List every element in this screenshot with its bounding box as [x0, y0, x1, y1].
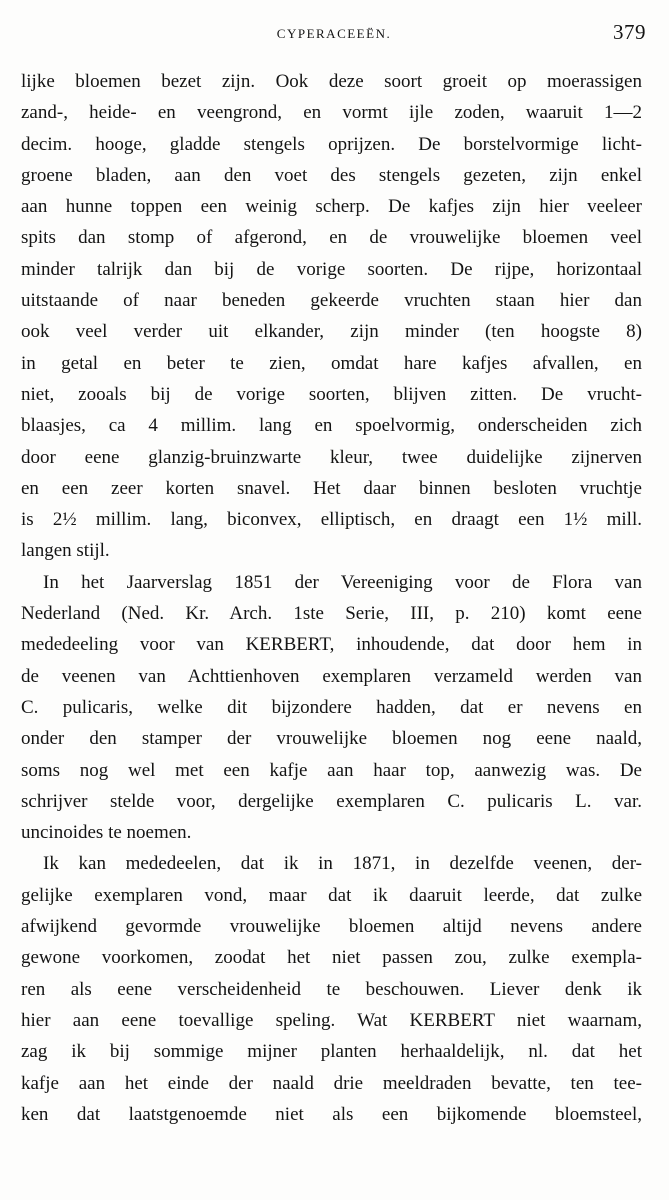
text-line: Nederland (Ned. Kr. Arch. 1ste Serie, III, p. 210) komt eene	[21, 603, 642, 625]
text-line: ook veel verder uit elkander, zijn minder (ten hoogste 8)	[21, 321, 642, 343]
text-line: afwijkend gevormde vrouwelijke bloemen altijd nevens andere	[21, 916, 642, 938]
text-line: gelijke exemplaren vond, maar dat ik daaruit leerde, dat zulke	[21, 884, 642, 906]
text-line: hier aan eene toevallige speling. Wat KERBERT niet waarnam,	[21, 1009, 642, 1031]
text-line: zand-, heide- en veengrond, en vormt ijle zoden, waaruit 1—2	[21, 102, 642, 124]
text-line: ren als eene verscheidenheid te beschouwen. Liever denk ik	[21, 978, 642, 1000]
text-line: en een zeer korten snavel. Het daar binnen besloten vruchtje	[21, 477, 642, 499]
text-line: aan hunne toppen een weinig scherp. De kafjes zijn hier veeleer	[21, 196, 642, 218]
text-line: door eene glanzig-bruinzwarte kleur, twee duidelijke zijnerven	[21, 446, 642, 468]
page-header	[20, 20, 648, 50]
text-line: uncinoides te noemen.	[21, 822, 192, 844]
text-line: de veenen van Achttienhoven exemplaren verzameld werden van	[21, 665, 642, 687]
running-title: CYPERACEEËN.	[276, 26, 392, 41]
text-line: in getal en beter te zien, omdat hare kafjes afvallen, en	[21, 352, 642, 374]
text-line: minder talrijk dan bij de vorige soorten. De rijpe, horizontaal	[21, 258, 642, 280]
text-line: mededeeling voor van KERBERT, inhoudende, dat door hem in	[21, 634, 642, 656]
text-line: groene bladen, aan den voet des stengels gezeten, zijn enkel	[21, 164, 642, 186]
text-line: decim. hooge, gladde stengels oprijzen. De borstelvormige licht-	[21, 133, 642, 155]
page-number: 379	[613, 20, 646, 44]
text-line: schrijver stelde voor, dergelijke exemplaren C. pulicaris L. var.	[21, 790, 642, 812]
text-line: uitstaande of naar beneden gekeerde vruchten staan hier dan	[21, 290, 642, 312]
text-line: blaasjes, ca 4 millim. lang en spoelvormig, onderscheiden zich	[21, 415, 642, 437]
body-text	[21, 66, 642, 1130]
text-line: zag ik bij sommige mijner planten herhaaldelijk, nl. dat het	[21, 1041, 642, 1063]
text-line: soms nog wel met een kafje aan haar top, aanwezig was. De	[21, 759, 642, 781]
text-line: onder den stamper der vrouwelijke bloemen nog eene naald,	[21, 728, 642, 750]
text-line: niet, zooals bij de vorige soorten, blijven zitten. De vrucht-	[21, 383, 642, 405]
text-line: lijke bloemen bezet zijn. Ook deze soort groeit op moerassigen	[21, 71, 642, 92]
text-line: In het Jaarverslag 1851 der Vereeniging voor de Flora van	[43, 571, 642, 593]
text-line: spits dan stomp of afgerond, en de vrouwelijke bloemen veel	[21, 227, 642, 249]
text-line: langen stijl.	[21, 540, 110, 562]
text-line: kafje aan het einde der naald drie meeldraden bevatte, ten tee-	[21, 1072, 642, 1094]
text-line: is 2½ millim. lang, biconvex, elliptisch, en draagt een 1½ mill.	[21, 509, 642, 531]
text-line: Ik kan mededeelen, dat ik in 1871, in dezelfde veenen, der-	[43, 853, 642, 875]
text-line: ken dat laatstgenoemde niet als een bijkomende bloemsteel,	[21, 1103, 642, 1125]
text-line: C. pulicaris, welke dit bijzondere hadden, dat er nevens en	[21, 696, 642, 718]
text-line: gewone voorkomen, zoodat het niet passen zou, zulke exempla-	[21, 947, 642, 969]
